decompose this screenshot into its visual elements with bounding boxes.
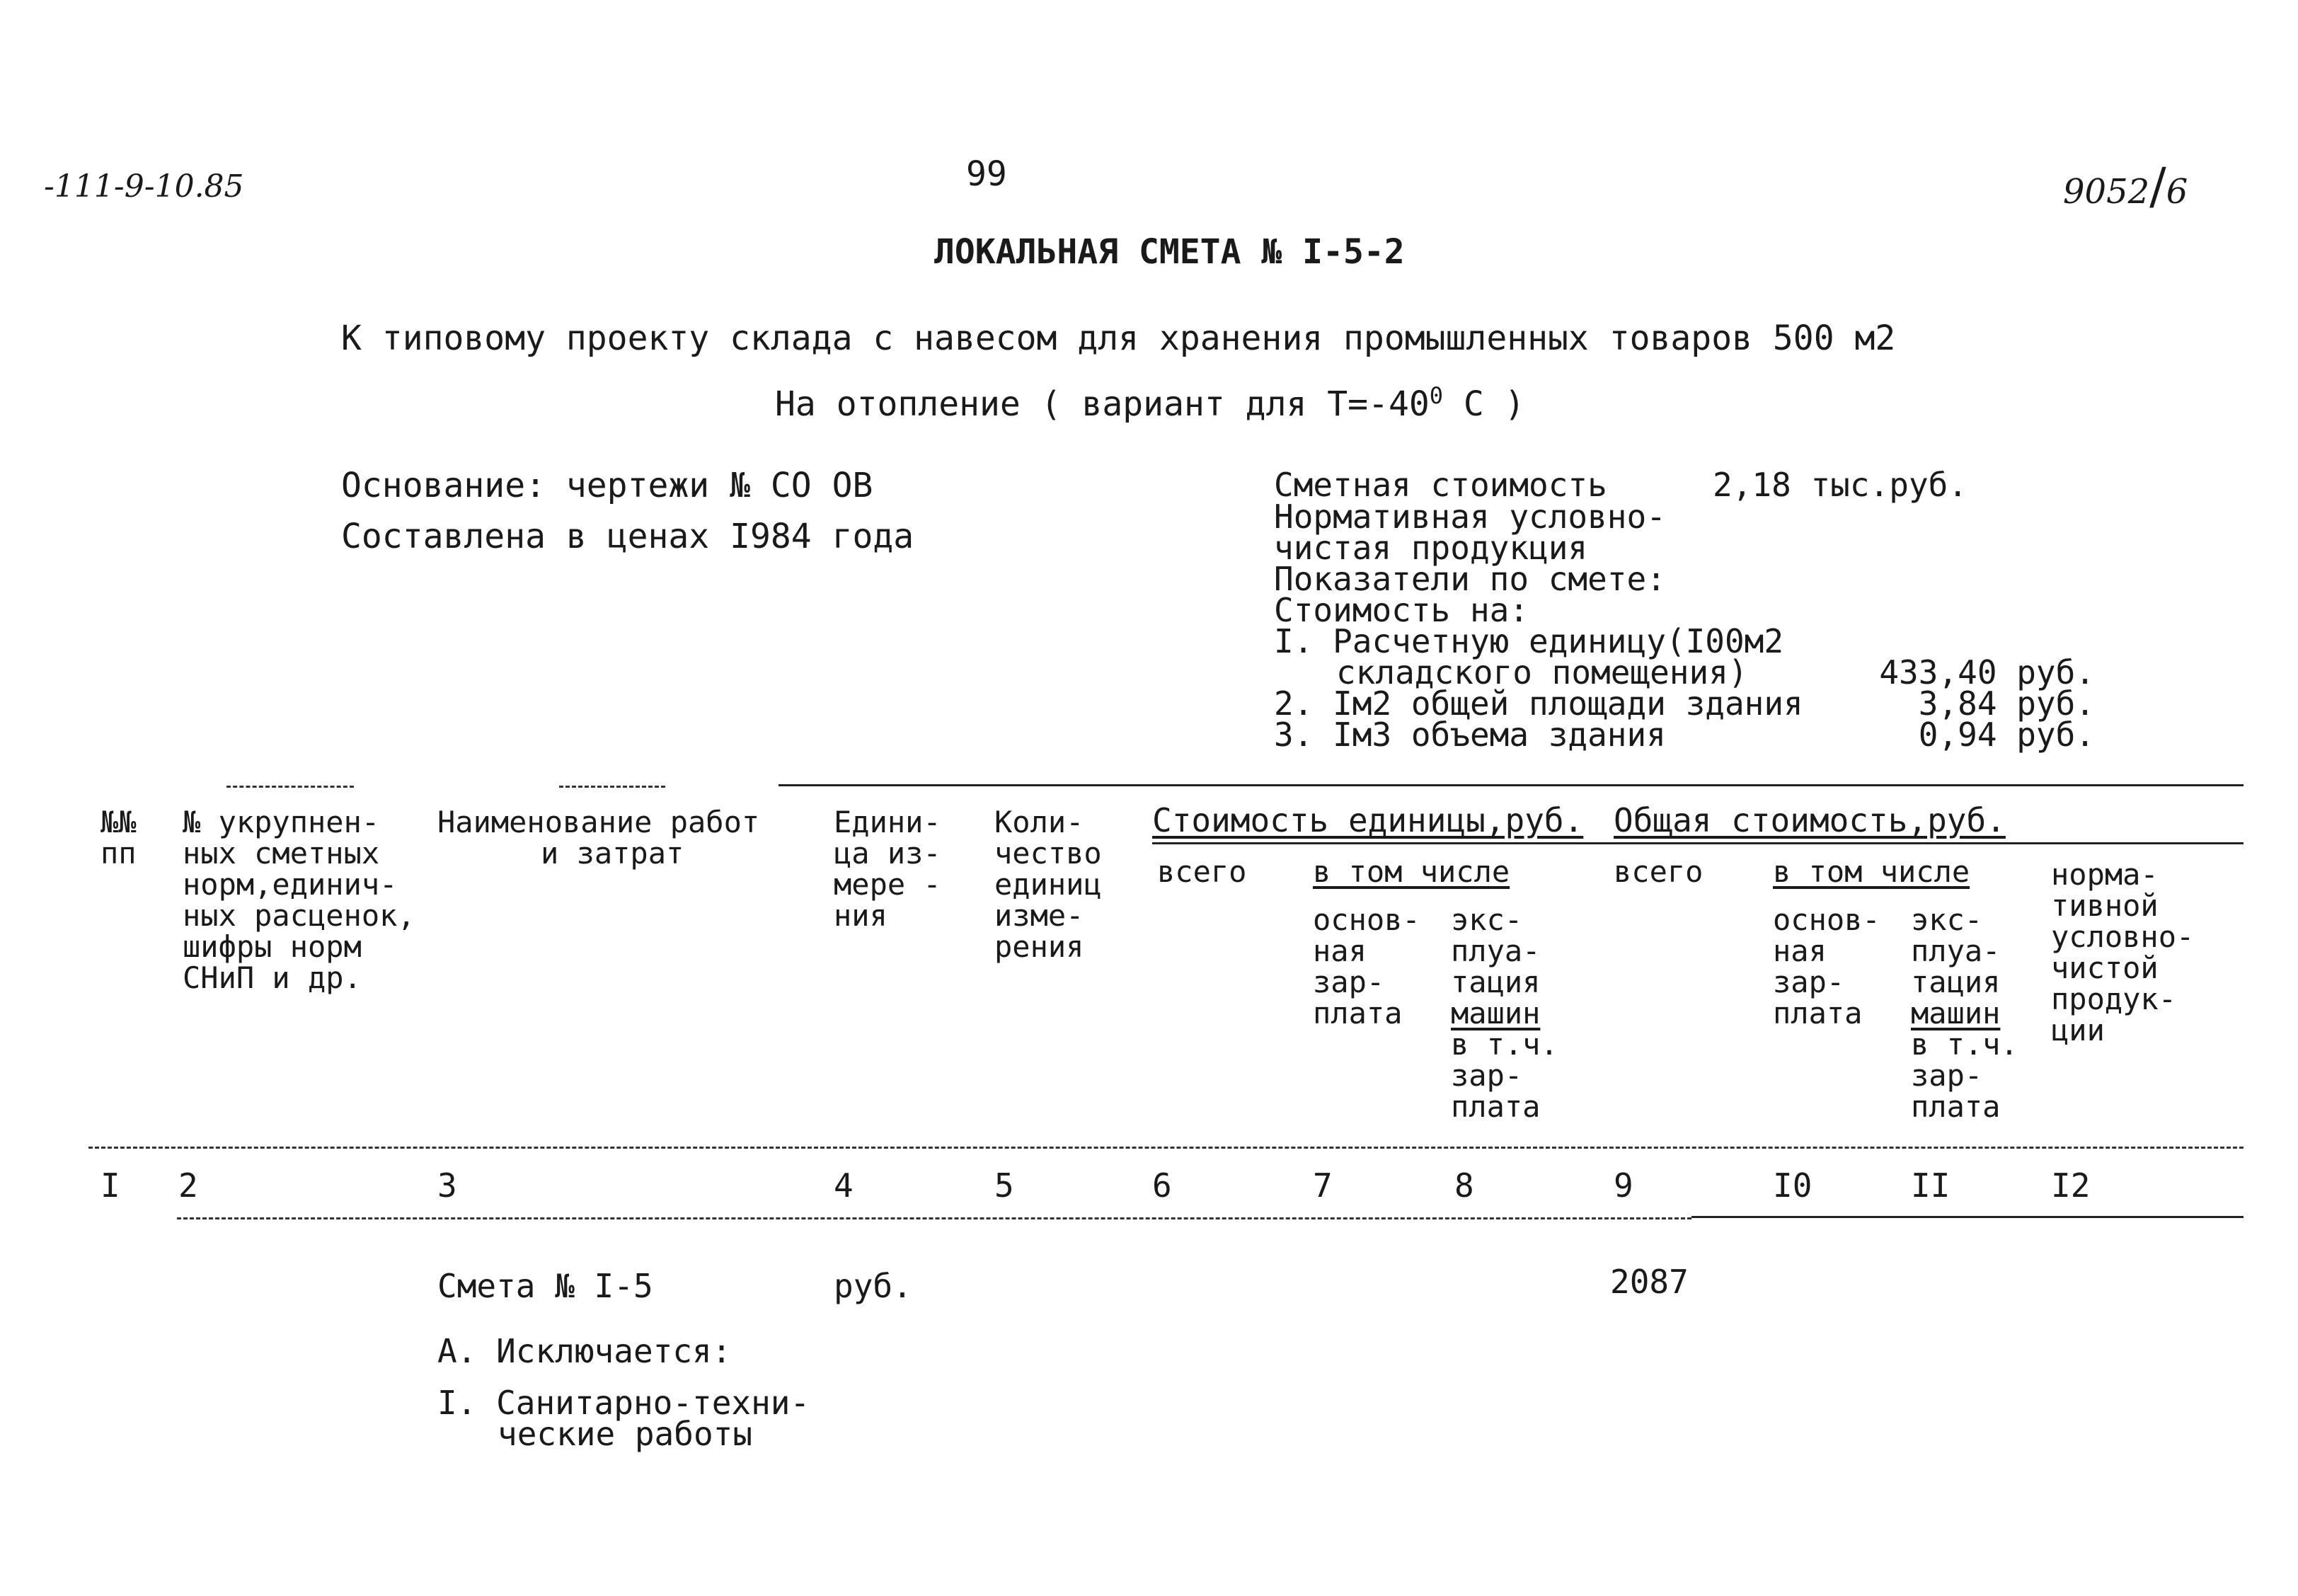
col-number-10: I0 — [1773, 1166, 1812, 1205]
col-number-7: 7 — [1313, 1166, 1333, 1205]
col-header-number: №№ пп — [100, 805, 137, 871]
cost-value: 2,18 тыс.руб. — [1713, 466, 1968, 504]
row-estimate-unit: руб. — [834, 1267, 912, 1305]
col-header-name: Наименование работ и затрат — [437, 805, 760, 871]
rule-header-bottom — [88, 1147, 2244, 1149]
col-number-2: 2 — [178, 1166, 198, 1205]
group-header-total-cost: Общая стоимость,руб. — [1614, 801, 2006, 839]
section-excluded: А. Исключается: — [437, 1332, 732, 1370]
unit-machines-header: экс- плуа- тация машин в т.ч. зар- плата — [1451, 902, 1558, 1124]
subtitle-heating: На отопление ( вариант для $Т=-40^0$ С ) — [775, 382, 1525, 424]
col-number-11: II — [1911, 1166, 1951, 1205]
norm-product-header: норма- тивной условно- чистой продук- ции — [2051, 857, 2195, 1047]
rule-top-dashed-1 — [226, 786, 354, 788]
total-including-header: в том числе — [1773, 854, 1970, 889]
summary-list: Нормативная условно- чистая продукция Показатели по смете: Стоимость на: I. Расчетную единицу(I00м2 складского помещения) 2. Iм2 общей площади здания 3. Iм3 объема здания — [1274, 498, 1803, 754]
group-header-unit-cost: Стоимость единицы,руб. — [1152, 801, 1584, 839]
excluded-item-1: I. Санитарно-техни- ческие работы — [437, 1384, 810, 1453]
rule-top — [779, 784, 2244, 786]
col-number-9: 9 — [1614, 1166, 1633, 1205]
col-number-5: 5 — [994, 1166, 1014, 1205]
unit-base-wage-header: основ- ная зар- плата — [1313, 902, 1420, 1030]
total-machines-header: экс- плуа- тация машин в т.ч. зар- плата — [1911, 902, 2018, 1124]
total-base-wage-header: основ- ная зар- плата — [1773, 902, 1880, 1030]
col-number-3: 3 — [437, 1166, 457, 1205]
col-number-4: 4 — [834, 1166, 854, 1205]
col-number-1: I — [100, 1166, 120, 1205]
row-estimate-total: 2087 — [1610, 1263, 1689, 1301]
col-number-6: 6 — [1152, 1166, 1172, 1205]
col-number-12: I2 — [2051, 1166, 2091, 1205]
document-code-left: -111-9-10.85 — [44, 168, 244, 205]
col-header-norms: № укрупнен- ных сметных норм,единич- ных расценок, шифры норм СНиП и др. — [183, 805, 415, 995]
rule-top-dashed-2 — [559, 786, 665, 788]
rule-group-header — [1152, 842, 2244, 844]
total-total-header: всего — [1614, 854, 1704, 889]
page-number: 99 — [966, 154, 1007, 194]
cost-label: Сметная стоимость — [1274, 466, 1607, 504]
rule-numbers-bottom — [1691, 1216, 2244, 1218]
col-header-quantity: Коли- чество единиц изме- рения — [994, 805, 1102, 964]
row-estimate-name: Смета № I-5 — [437, 1267, 653, 1305]
col-header-unit: Едини- ца из- мере - ния — [834, 805, 941, 933]
prices-text: Составлена в ценах I984 года — [341, 517, 914, 556]
basis-text: Основание: чертежи № СО ОВ — [341, 466, 873, 505]
subtitle-project: К типовому проекту склада с навесом для хранения промышленных товаров 500 м2 — [341, 318, 1896, 358]
unit-total-header: всего — [1157, 854, 1247, 889]
rule-numbers-bottom-dashed — [177, 1217, 1691, 1219]
unit-including-header: в том числе — [1313, 854, 1510, 889]
document-code-right: 9052/6 — [2063, 157, 2188, 215]
summary-values: 433,40 руб. 3,84 руб. 0,94 руб. — [1879, 653, 2095, 754]
col-number-8: 8 — [1454, 1166, 1474, 1205]
document-title: ЛОКАЛЬНАЯ СМЕТА № I-5-2 — [934, 232, 1405, 272]
